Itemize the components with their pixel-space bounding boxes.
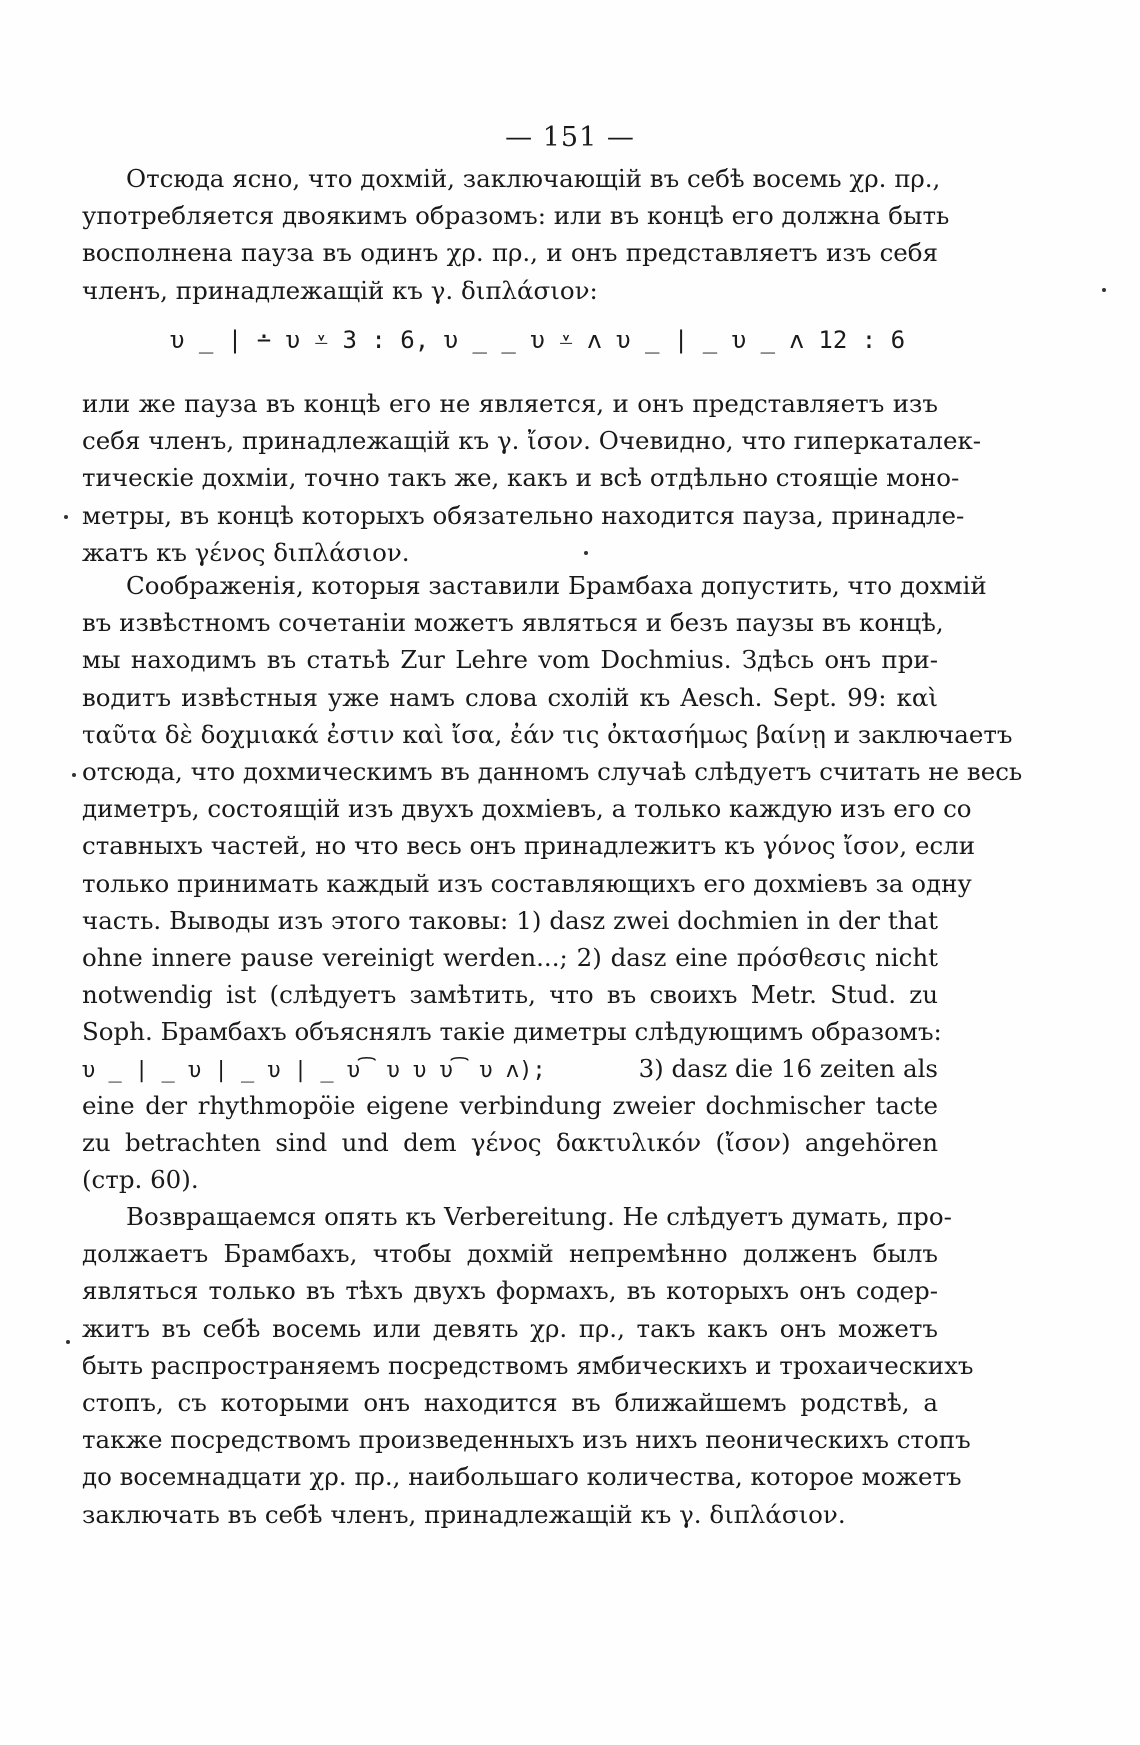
text-line: заключать въ себѣ членъ, принадлежащій къ γ. διπλάσιον. bbox=[82, 1499, 846, 1529]
text-line: житъ въ себѣ восемь или девять χρ. πρ., такъ какъ онъ можетъ bbox=[82, 1313, 938, 1343]
text-line: zu betrachten sind und dem γένος δακτυλικόν (ἴσον) angehören bbox=[82, 1128, 938, 1158]
inline-scheme-line bbox=[82, 1050, 938, 1089]
text-line: eine der rhythmopöie eigene verbindung zweier dochmischer tacte bbox=[82, 1091, 938, 1120]
text-line: только принимать каждый изъ составляющихъ его дохміевъ за одну bbox=[82, 868, 972, 898]
inline-metrical-scheme: υ _ | _ υ | _ υ | _ υ͡ υ υ υ͡ υ ʌ); bbox=[82, 1058, 546, 1083]
scan-speck bbox=[1102, 288, 1106, 292]
text-line: ταῦτα δὲ δοχμιακά ἐστιν καὶ ἴσα, ἐάν τις ὀκτασήμως βαίνῃ и заключаетъ bbox=[82, 719, 1013, 749]
text-line: Отсюда ясно, что дохмій, заключающій въ себѣ восемь χρ. πρ., bbox=[126, 164, 941, 193]
text-line: (стр. 60). bbox=[82, 1165, 199, 1195]
text-line: диметръ, состоящій изъ двухъ дохміевъ, а только каждую изъ его со bbox=[82, 794, 972, 824]
text-line: Возвращаемся опять къ Verbereitung. Не слѣдуетъ думать, про- bbox=[126, 1202, 952, 1231]
metrical-scheme: υ _ | ∸ υ ⩡ 3 : 6, υ _ _ υ ⩡ ʌ υ _ | _ υ _ ʌ 12 : 6 bbox=[170, 326, 906, 354]
text-line: водитъ извѣстныя уже намъ слова схолій къ Aesch. Sept. 99: καὶ bbox=[82, 682, 938, 712]
paragraph-4 bbox=[82, 1198, 974, 1533]
paragraph-1 bbox=[82, 160, 950, 309]
paragraph-3 bbox=[82, 567, 1023, 1051]
text-line: должаетъ Брамбахъ, чтобы дохмій непремѣнно долженъ былъ bbox=[82, 1239, 938, 1269]
scan-speck bbox=[584, 551, 588, 555]
text-line: тическіе дохміи, точно такъ же, какъ и всѣ отдѣльно стоящіе моно- bbox=[82, 463, 960, 493]
text-line: быть распространяемъ посредствомъ ямбическихъ и трохаическихъ bbox=[82, 1350, 974, 1380]
text-line: до восемнадцати χρ. πρ., наибольшаго количества, которое можетъ bbox=[82, 1462, 962, 1492]
text-line: или же пауза въ концѣ его не является, и онъ представляетъ изъ bbox=[82, 389, 938, 418]
text-line: метры, въ концѣ которыхъ обязательно находится пауза, принадле- bbox=[82, 500, 965, 530]
paragraph-3-continued bbox=[82, 1087, 938, 1199]
text-line: ставныхъ частей, но что весь онъ принадлежитъ къ γόνος ἴσον, если bbox=[82, 831, 976, 861]
text-line: себя членъ, принадлежащій къ γ. ἴσον. Очевидно, что гиперкаталек- bbox=[82, 426, 982, 456]
text-line: ohne innere pause vereinigt werden...; 2) dasz eine πρόσθεσις nicht bbox=[82, 943, 938, 973]
text-line: жатъ къ γένος διπλάσιον. bbox=[82, 537, 410, 567]
text-line: членъ, принадлежащій къ γ. διπλάσιον: bbox=[82, 275, 598, 305]
text-line: являться только въ тѣхъ двухъ формахъ, въ которыхъ онъ содер- bbox=[82, 1276, 938, 1306]
text-line: восполнена пауза въ одинъ χρ. πρ., и онъ представляетъ изъ себя bbox=[82, 238, 938, 268]
text-line: отсюда, что дохмическимъ въ данномъ случаѣ слѣдуетъ считать не весь bbox=[82, 757, 1023, 787]
text-line: notwendig ist (слѣдуетъ замѣтить, что въ своихъ Metr. Stud. zu bbox=[82, 980, 938, 1010]
inline-scheme-tail: 3) dasz die 16 zeiten als bbox=[638, 1054, 938, 1083]
text-line: мы находимъ въ статьѣ Zur Lehre vom Dochmius. Здѣсь онъ при- bbox=[82, 645, 938, 675]
page-number: — 151 — bbox=[505, 122, 635, 153]
text-line: въ извѣстномъ сочетаніи можетъ являться и безъ паузы въ концѣ, bbox=[82, 608, 944, 638]
text-line: употребляется двоякимъ образомъ: или въ концѣ его должна быть bbox=[82, 201, 950, 231]
scan-speck bbox=[72, 773, 76, 777]
text-line: Soph. Брамбахъ объяснялъ такіе диметры слѣдующимъ образомъ: bbox=[82, 1017, 942, 1047]
scan-speck bbox=[64, 515, 68, 519]
text-line: часть. Выводы изъ этого таковы: 1) dasz zwei dochmien in der that bbox=[82, 905, 938, 935]
text-line: Соображенія, которыя заставили Брамбаха допустить, что дохмій bbox=[126, 571, 987, 600]
text-line: также посредствомъ произведенныхъ изъ нихъ пеоническихъ стопъ bbox=[82, 1425, 971, 1455]
text-line: стопъ, съ которыми онъ находится въ ближайшемъ родствѣ, а bbox=[82, 1388, 938, 1418]
paragraph-2 bbox=[82, 385, 982, 571]
scan-speck bbox=[66, 1340, 70, 1344]
